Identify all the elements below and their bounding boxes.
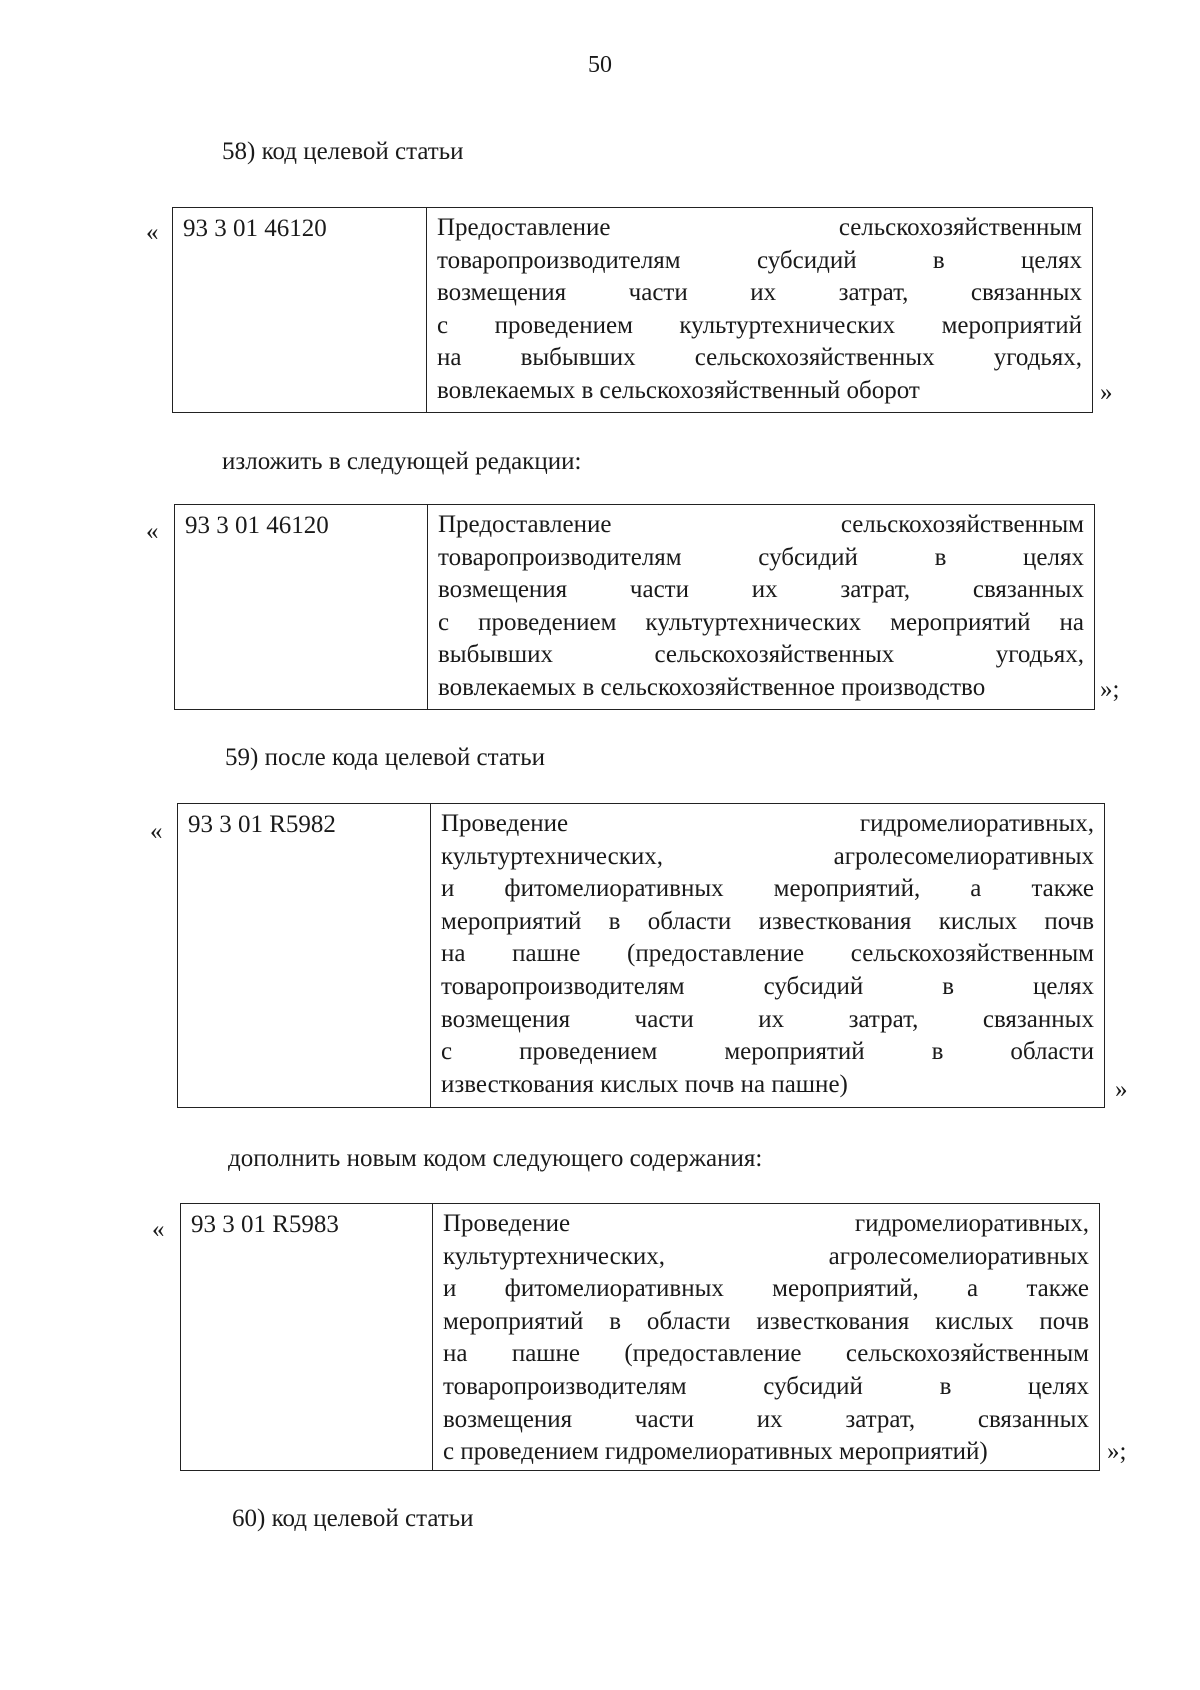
description-word: субсидий: [756, 246, 857, 274]
description-line: [441, 808, 1094, 841]
description-word: с: [437, 311, 449, 339]
description-word: субсидий: [758, 543, 858, 571]
close-quote: »;: [1107, 1438, 1127, 1465]
section-heading: 60) код целевой статьи: [232, 1505, 474, 1532]
description-word: мероприятий: [941, 311, 1082, 339]
description-word: товаропроизводителям: [437, 246, 681, 274]
description-word: товаропроизводителям: [443, 1372, 687, 1400]
target-article-description: [433, 1204, 1100, 1471]
description-word: на: [443, 1340, 468, 1368]
description-line: [441, 1036, 1094, 1069]
description-word: затрат,: [840, 576, 911, 604]
description-word: связанных: [972, 576, 1084, 604]
description-line: [441, 873, 1094, 906]
description-word: связанных: [977, 1405, 1089, 1433]
description-word: мероприятий: [724, 1038, 865, 1066]
description-word: также: [1031, 875, 1094, 903]
description-word: а: [967, 1275, 979, 1303]
description-line: [438, 509, 1084, 542]
description-line: вовлекаемых в сельскохозяйственное производство: [438, 673, 986, 701]
description-word: целях: [1023, 543, 1084, 571]
description-word: их: [751, 576, 778, 604]
description-word: Предоставление: [437, 214, 611, 241]
description-line: мероприятий в области известкования кислых почв: [441, 907, 1094, 935]
close-quote: »: [1115, 1076, 1128, 1103]
description-word: пашне: [511, 1340, 581, 1368]
description-word: сельскохозяйственных: [694, 344, 935, 372]
description-word: мероприятий,: [773, 875, 921, 903]
description-line: [441, 971, 1094, 1004]
open-quote: «: [152, 1216, 165, 1243]
open-quote: «: [146, 518, 159, 545]
description-word: а: [970, 875, 982, 903]
description-word: части: [628, 279, 688, 307]
description-word: возмещения: [438, 576, 568, 604]
description-word: (предоставление: [627, 940, 805, 968]
section-heading: дополнить новым кодом следующего содержания:: [228, 1145, 763, 1172]
description-line: с проведением культуртехнических мероприятий на: [438, 608, 1084, 636]
description-line: [438, 542, 1084, 575]
description-word: угодьях,: [993, 344, 1082, 372]
description-word: гидромелиоративных,: [854, 1210, 1089, 1237]
target-article-description: [428, 505, 1095, 710]
description-word: сельскохозяйственным: [840, 511, 1084, 538]
description-line: [437, 277, 1082, 310]
description-word: затрат,: [845, 1405, 916, 1433]
description-line: [443, 1338, 1089, 1371]
description-word: целях: [1028, 1372, 1089, 1400]
target-article-code: 93 3 01 R5982: [178, 804, 431, 1108]
description-word: выбывших: [438, 641, 554, 669]
description-word: товаропроизводителям: [441, 972, 685, 1000]
description-line: [443, 1371, 1089, 1404]
description-word: сельскохозяйственных: [654, 641, 895, 669]
description-word: товаропроизводителям: [438, 543, 682, 571]
description-word: в: [931, 1038, 944, 1066]
description-word: в: [932, 246, 945, 274]
description-word: агролесомелиоративных: [828, 1242, 1089, 1270]
description-line: мероприятий в области известкования кислых почв: [443, 1307, 1089, 1335]
description-word: проведением: [494, 311, 633, 339]
description-word: в: [942, 972, 955, 1000]
description-word: их: [750, 279, 777, 307]
description-word: субсидий: [763, 1372, 863, 1400]
description-line: [437, 212, 1082, 245]
description-word: фитомелиоративных: [504, 1275, 724, 1303]
description-word: части: [629, 576, 689, 604]
description-word: культуртехнических: [679, 311, 896, 339]
description-word: Предоставление: [438, 511, 612, 538]
description-line: с проведением гидромелиоративных мероприятий): [443, 1438, 988, 1466]
description-word: в: [934, 543, 947, 571]
description-word: (предоставление: [624, 1340, 802, 1368]
description-word: области: [1010, 1038, 1094, 1066]
description-line: [443, 1241, 1089, 1274]
code-table: [180, 1203, 1100, 1471]
code-table: [177, 803, 1105, 1108]
target-article-code: 93 3 01 46120: [173, 208, 427, 413]
target-article-description: [427, 208, 1093, 413]
description-word: пашне: [512, 940, 581, 968]
description-word: возмещения: [437, 279, 567, 307]
description-word: связанных: [982, 1005, 1094, 1033]
description-line: [443, 1208, 1089, 1241]
section-heading: 58) код целевой статьи: [222, 138, 464, 165]
description-word: также: [1026, 1275, 1089, 1303]
description-line: [441, 1004, 1094, 1037]
target-article-description: [431, 804, 1105, 1108]
close-quote: »;: [1100, 676, 1120, 703]
description-word: мероприятий,: [772, 1275, 919, 1303]
target-article-code: 93 3 01 R5983: [181, 1204, 433, 1471]
code-table: [172, 207, 1093, 413]
description-word: части: [634, 1005, 694, 1033]
open-quote: «: [150, 818, 163, 845]
description-word: фитомелиоративных: [504, 875, 724, 903]
description-word: культуртехнических,: [441, 842, 663, 870]
description-line: [437, 245, 1082, 278]
section-heading: изложить в следующей редакции:: [222, 448, 582, 475]
description-word: субсидий: [763, 972, 864, 1000]
description-word: части: [634, 1405, 694, 1433]
description-word: Проведение: [441, 810, 569, 837]
description-word: с: [441, 1038, 453, 1066]
description-word: затрат,: [848, 1005, 919, 1033]
description-word: на: [441, 940, 466, 968]
description-word: гидромелиоративных,: [859, 810, 1094, 837]
description-word: на: [437, 344, 462, 372]
description-word: затрат,: [838, 279, 909, 307]
page-number: 50: [588, 52, 612, 78]
description-word: Проведение: [443, 1210, 571, 1237]
description-word: их: [756, 1405, 783, 1433]
description-line: известкования кислых почв на пашне): [441, 1070, 848, 1098]
description-word: угодьях,: [995, 641, 1084, 669]
description-line: [443, 1273, 1089, 1306]
open-quote: «: [146, 219, 159, 246]
description-word: возмещения: [441, 1005, 571, 1033]
description-word: возмещения: [443, 1405, 573, 1433]
description-word: целях: [1033, 972, 1094, 1000]
description-line: [443, 1404, 1089, 1437]
code-table: [174, 504, 1095, 710]
description-line: [441, 841, 1094, 874]
close-quote: »: [1100, 379, 1113, 406]
description-word: культуртехнических,: [443, 1242, 665, 1270]
description-word: и: [443, 1275, 457, 1303]
description-word: и: [441, 875, 455, 903]
description-word: в: [939, 1372, 952, 1400]
description-line: [438, 639, 1084, 672]
description-line: [441, 938, 1094, 971]
description-word: связанных: [970, 279, 1082, 307]
section-heading: 59) после кода целевой статьи: [225, 744, 546, 771]
description-word: сельскохозяйственным: [845, 1340, 1089, 1368]
description-word: проведением: [519, 1038, 658, 1066]
description-line: [437, 310, 1082, 343]
description-word: сельскохозяйственным: [850, 940, 1094, 968]
description-line: вовлекаемых в сельскохозяйственный оборот: [437, 376, 920, 404]
description-line: [438, 574, 1084, 607]
target-article-code: 93 3 01 46120: [175, 505, 428, 710]
description-word: выбывших: [520, 344, 636, 372]
description-line: [437, 342, 1082, 375]
description-word: сельскохозяйственным: [838, 214, 1082, 241]
description-word: целях: [1021, 246, 1082, 274]
description-word: их: [758, 1005, 785, 1033]
description-word: агролесомелиоративных: [833, 842, 1094, 870]
